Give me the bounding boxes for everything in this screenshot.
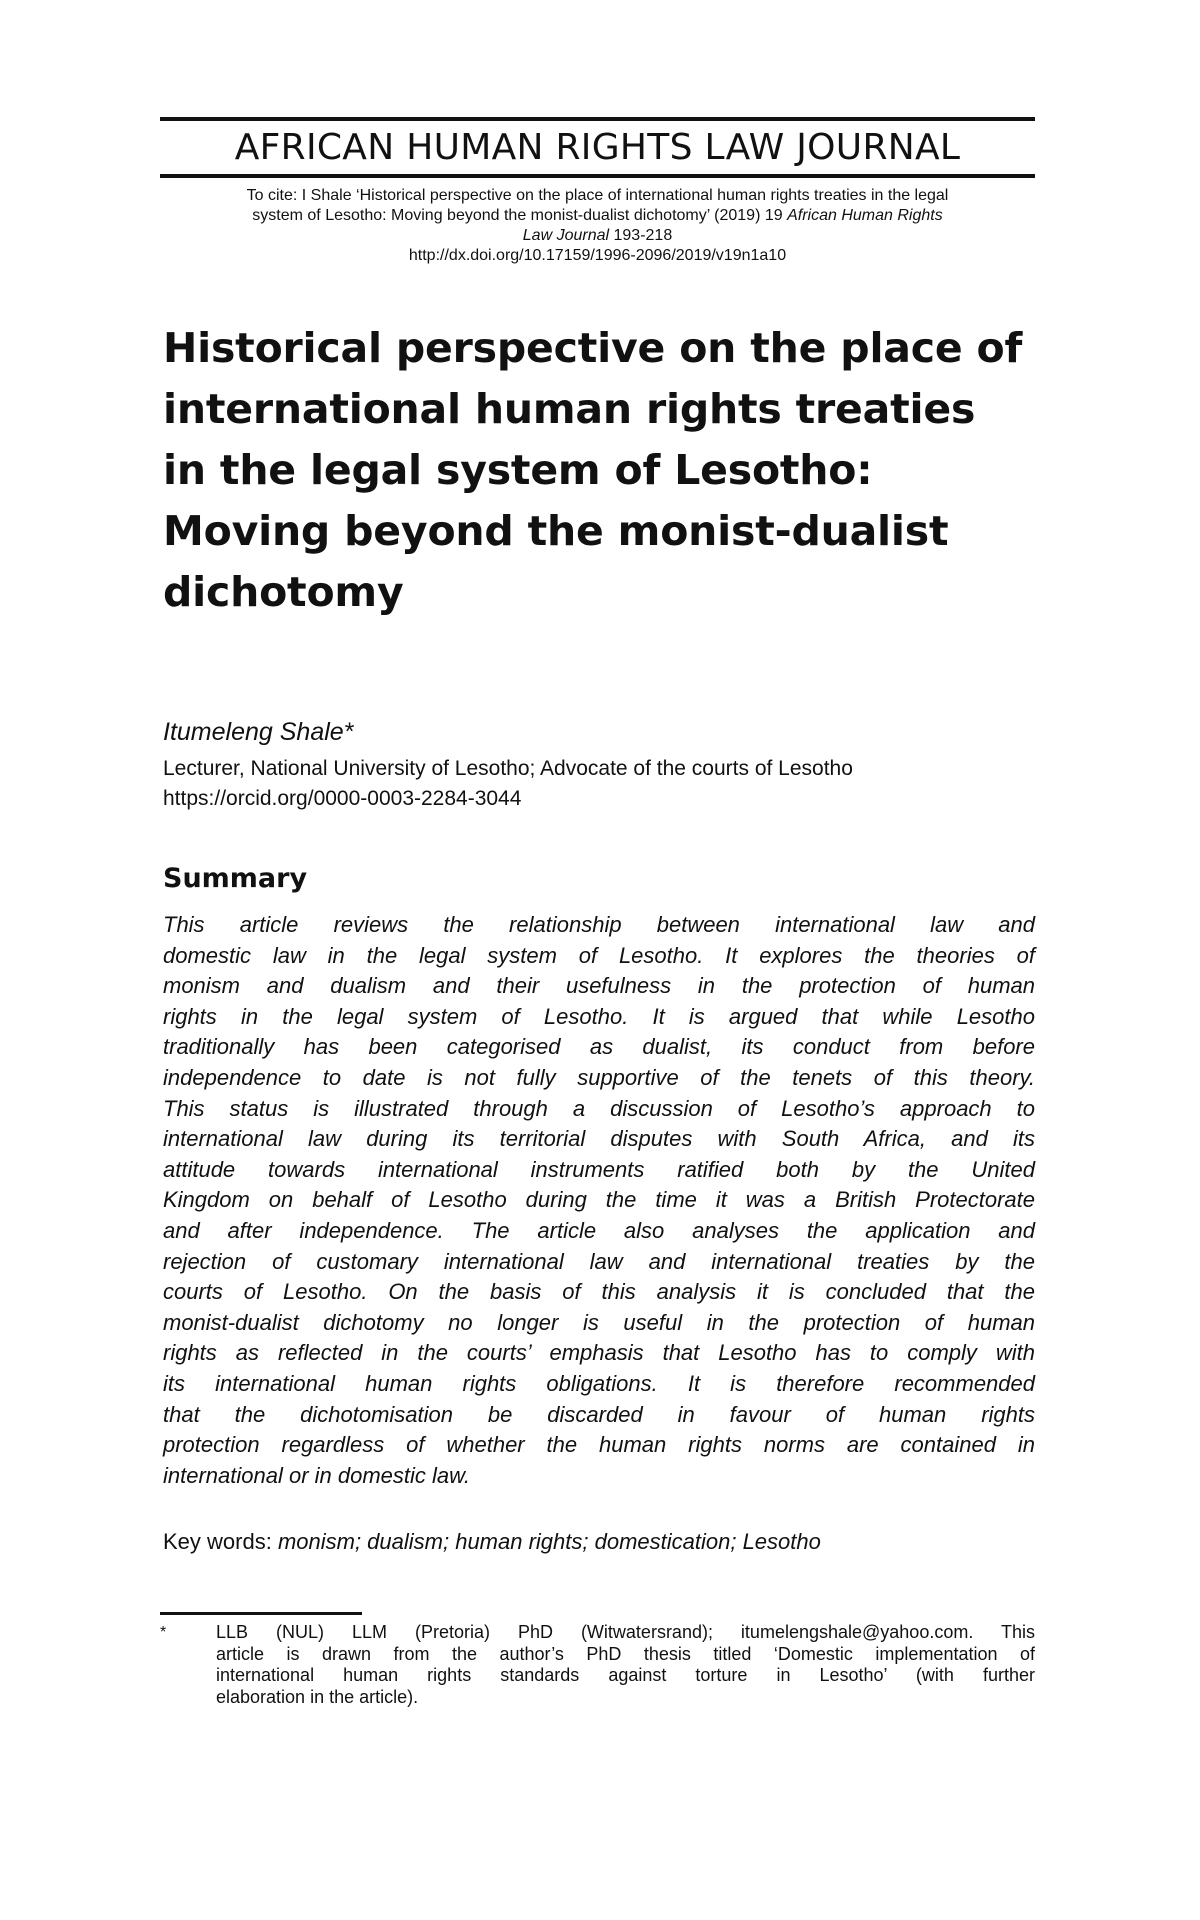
citation-doi-link[interactable]: http://dx.doi.org/10.17159/1996-2096/2019/v19n1a10 xyxy=(408,247,787,264)
article-title-line: in the legal system of Lesotho: xyxy=(163,446,873,494)
citation-pages: 193-218 xyxy=(609,227,673,244)
summary-line: protection regardless of whether the human rights norms are contained in xyxy=(163,1432,1035,1458)
article-title-line: Moving beyond the monist-dualist xyxy=(163,507,949,555)
summary-line: Kingdom on behalf of Lesotho during the time it was a British Protectorate xyxy=(163,1187,1035,1213)
summary-line: This article reviews the relationship between international law and xyxy=(163,912,1035,937)
summary-line: rights as reflected in the courts’ emphasis that Lesotho has to comply with xyxy=(163,1340,1035,1366)
summary-paragraph xyxy=(163,910,1035,1491)
citation-journal-part-1: African Human Rights xyxy=(787,207,943,224)
summary-line: rejection of customary international law and international treaties by the xyxy=(163,1248,1035,1274)
summary-line: monist-dualist dichotomy no longer is useful in the protection of human xyxy=(163,1309,1035,1335)
footnote-line: international human rights standards against torture in Lesotho’ (with further xyxy=(216,1665,1035,1685)
article-title xyxy=(163,318,1043,623)
summary-line: rights in the legal system of Lesotho. It is argued that while Lesotho xyxy=(163,1003,1035,1029)
footnote-line: elaboration in the article). xyxy=(216,1686,419,1707)
keywords-label: Key words: xyxy=(163,1529,272,1554)
footnote-line: LLB (NUL) LLM (Pretoria) PhD (Witwatersrand); itumelengshale@yahoo.com. This xyxy=(216,1622,1035,1642)
citation-line-3 xyxy=(160,226,1035,246)
summary-line: attitude towards international instruments ratified both by the United xyxy=(163,1156,1035,1182)
summary-heading: Summary xyxy=(163,863,308,894)
article-title-line: Historical perspective on the place of xyxy=(163,324,1023,372)
summary-line: and after independence. The article also analyses the application and xyxy=(163,1217,1035,1243)
footnote xyxy=(160,1622,1035,1708)
article-title-line: international human rights treaties xyxy=(163,385,976,433)
author-name: Itumeleng Shale* xyxy=(163,718,354,746)
journal-name: AFRICAN HUMAN RIGHTS LAW JOURNAL xyxy=(234,127,961,168)
keywords-list: monism; dualism; human rights; domestication; Lesotho xyxy=(271,1529,821,1554)
summary-line: international or in domestic law. xyxy=(163,1462,470,1488)
summary-line: courts of Lesotho. On the basis of this analysis it is concluded that the xyxy=(163,1279,1035,1305)
article-title-line: dichotomy xyxy=(163,568,404,616)
citation-line-2 xyxy=(160,206,1035,226)
footnote-text xyxy=(216,1622,1035,1708)
footnote-line: article is drawn from the author’s PhD thesis titled ‘Domestic implementation of xyxy=(216,1643,1035,1664)
summary-line: domestic law in the legal system of Lesotho. It explores the theories of xyxy=(163,942,1035,968)
citation-journal-part-2: Law Journal xyxy=(522,227,610,244)
author-orcid-link[interactable]: https://orcid.org/0000-0003-2284-3044 xyxy=(163,787,522,810)
summary-line: traditionally has been categorised as dualist, its conduct from before xyxy=(163,1034,1035,1060)
footnote-divider xyxy=(160,1612,362,1615)
summary-line: monism and dualism and their usefulness in the protection of human xyxy=(163,973,1035,999)
citation-line-1: To cite: I Shale ‘Historical perspective on the place of international human rights treaties in the legal xyxy=(246,187,949,204)
summary-line: independence to date is not fully supportive of the tenets of this theory. xyxy=(163,1064,1035,1090)
summary-line: This status is illustrated through a discussion of Lesotho’s approach to xyxy=(163,1095,1035,1121)
journal-masthead xyxy=(160,117,1035,178)
summary-line: that the dichotomisation be discarded in favour of human rights xyxy=(163,1401,1035,1427)
footnote-mark: * xyxy=(160,1624,167,1641)
citation-block xyxy=(160,186,1035,266)
citation-line-2-text: system of Lesotho: Moving beyond the monist-dualist dichotomy’ (2019) 19 xyxy=(252,207,788,224)
summary-line: international law during its territorial disputes with South Africa, and its xyxy=(163,1126,1035,1152)
keywords xyxy=(163,1527,821,1557)
author-affiliation: Lecturer, National University of Lesotho; Advocate of the courts of Lesotho xyxy=(163,757,853,780)
summary-line: its international human rights obligations. It is therefore recommended xyxy=(163,1370,1035,1396)
